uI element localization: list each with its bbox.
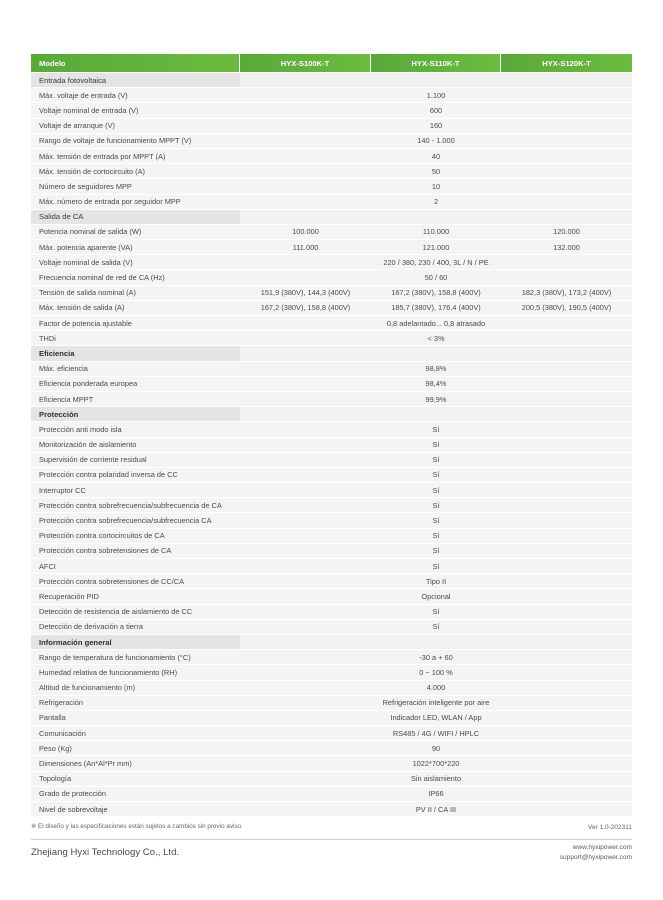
spec-label: Protección contra sobrefrecuencia/subfrecuencia CA [31,512,240,527]
spec-value-shared: 50 [240,163,632,178]
spec-label: Máx. tensión de cortocircuito (A) [31,163,240,178]
spec-label: Voltaje nominal de salida (V) [31,254,240,269]
table-row [31,361,632,376]
header-model-3: HYX-S120K-T [501,54,632,72]
table-row [31,771,632,786]
section-spacer [240,72,632,87]
spec-value-shared: Sí [240,421,632,436]
spec-value-shared: Refrigeración inteligente por aire [240,695,632,710]
spec-value-shared: 2 [240,194,632,209]
spec-label: Protección contra polaridad inversa de CC [31,467,240,482]
table-row [31,437,632,452]
spec-value-shared: Sí [240,619,632,634]
spec-value-shared: Tipo II [240,573,632,588]
spec-label: Protección contra sobretensiones de CA [31,543,240,558]
spec-value-shared: RS485 / 4G / WIFI / HPLC [240,725,632,740]
spec-value-shared: 0,8 adelantado... 0,8 atrasado [240,315,632,330]
table-row [31,801,632,816]
header-model-1: HYX-S100K-T [240,54,371,72]
section-spacer [240,406,632,421]
spec-label: Detección de resistencia de aislamiento de CC [31,604,240,619]
spec-table [31,54,632,816]
section-spacer [240,209,632,224]
spec-value-shared: 4.000 [240,680,632,695]
spec-value-shared: 140 - 1.000 [240,133,632,148]
section-title: Salida de CA [31,209,240,224]
spec-label: Protección contra cortocircuitos de CA [31,528,240,543]
table-row [31,254,632,269]
section-header-row [31,634,632,649]
table-row [31,695,632,710]
spec-label: Supervisión de corriente residual [31,452,240,467]
spec-value-shared: Sin aislamiento [240,771,632,786]
table-row [31,421,632,436]
spec-value-model-3: 120.000 [501,224,632,239]
spec-value-shared: Sí [240,543,632,558]
table-row [31,315,632,330]
table-row [31,178,632,193]
section-header-row [31,209,632,224]
spec-label: THDi [31,330,240,345]
header-model-2: HYX-S110K-T [371,54,501,72]
spec-label: Pantalla [31,710,240,725]
spec-label: Protección contra sobrefrecuencia/subfrecuencia de CA [31,497,240,512]
support-email-link[interactable]: support@hyxipower.com [559,854,632,861]
section-spacer [240,345,632,360]
spec-label: Eficiencia ponderada europea [31,376,240,391]
table-header-row [31,54,632,72]
spec-value-shared: Sí [240,452,632,467]
table-row [31,87,632,102]
spec-value-shared: -30 a + 60 [240,649,632,664]
spec-value-shared: 1022*700*220 [240,755,632,770]
table-row [31,604,632,619]
spec-value-shared: PV II / CA III [240,801,632,816]
spec-label: Número de seguidores MPP [31,178,240,193]
spec-label: Topología [31,771,240,786]
table-row [31,740,632,755]
spec-value-model-1: 167,2 (380V), 158,8 (400V) [240,300,371,315]
section-header-row [31,72,632,87]
version-label: Ver 1.0-202311 [588,824,632,831]
table-row [31,680,632,695]
table-row [31,649,632,664]
spec-label: Interruptor CC [31,482,240,497]
spec-value-model-3: 132.000 [501,239,632,254]
spec-label: Grado de protección [31,786,240,801]
spec-value-shared: Opcional [240,588,632,603]
table-row [31,543,632,558]
spec-value-shared: 98,8% [240,361,632,376]
spec-value-model-2: 121.000 [371,239,501,254]
table-row [31,482,632,497]
table-row [31,710,632,725]
spec-label: Rango de temperatura de funcionamiento (°C) [31,649,240,664]
spec-label: Dimensiones (An*Al*Pr mm) [31,755,240,770]
spec-label: Protección anti modo isla [31,421,240,436]
spec-sheet [31,54,632,816]
table-row [31,148,632,163]
contact-block [560,843,632,863]
table-row [31,269,632,284]
spec-label: Recuperación PID [31,588,240,603]
section-header-row [31,345,632,360]
spec-label: Detección de derivación a tierra [31,619,240,634]
spec-label: Máx. potencia aparente (VA) [31,239,240,254]
spec-label: Comunicación [31,725,240,740]
spec-label: Peso (Kg) [31,740,240,755]
spec-label: Potencia nominal de salida (W) [31,224,240,239]
table-row [31,285,632,300]
table-row [31,573,632,588]
spec-value-model-1: 111.000 [240,239,371,254]
spec-value-model-1: 151,9 (380V), 144,3 (400V) [240,285,371,300]
table-row [31,163,632,178]
footer-divider [31,839,632,840]
table-row [31,300,632,315]
table-row [31,133,632,148]
spec-label: Nivel de sobrevoltaje [31,801,240,816]
spec-value-model-2: 167,2 (380V), 158,8 (400V) [371,285,501,300]
spec-value-shared: Sí [240,497,632,512]
spec-value-shared: Sí [240,437,632,452]
spec-value-shared: 220 / 380, 230 / 400, 3L / N / PE [240,254,632,269]
spec-label: Máx. voltaje de entrada (V) [31,87,240,102]
spec-label: Voltaje de arranque (V) [31,118,240,133]
section-title: Entrada fotovoltaica [31,72,240,87]
spec-value-shared: Sí [240,604,632,619]
spec-value-model-3: 200,5 (380V), 190,5 (400V) [501,300,632,315]
table-row [31,102,632,117]
spec-value-model-3: 182,3 (380V), 173,2 (400V) [501,285,632,300]
spec-label: Máx. eficiencia [31,361,240,376]
table-row [31,467,632,482]
table-row [31,725,632,740]
spec-table-body [31,72,632,816]
spec-value-model-2: 185,7 (380V), 176,4 (400V) [371,300,501,315]
spec-label: Humedad relativa de funcionamiento (RH) [31,664,240,679]
table-row [31,619,632,634]
spec-label: Máx. número de entrada por seguidor MPP [31,194,240,209]
spec-label: Máx. tensión de salida (A) [31,300,240,315]
spec-value-shared: 50 / 60 [240,269,632,284]
table-row [31,512,632,527]
table-row [31,118,632,133]
table-row [31,391,632,406]
spec-value-shared: Sí [240,558,632,573]
table-row [31,376,632,391]
table-row [31,588,632,603]
spec-value-shared: 99,9% [240,391,632,406]
table-row [31,239,632,254]
table-row [31,497,632,512]
spec-value-shared: < 3% [240,330,632,345]
spec-value-shared: 10 [240,178,632,193]
section-title: Protección [31,406,240,421]
spec-value-shared: 98,4% [240,376,632,391]
spec-value-shared: 1.100 [240,87,632,102]
spec-value-shared: IP66 [240,786,632,801]
section-header-row [31,406,632,421]
spec-value-shared: Sí [240,482,632,497]
section-spacer [240,634,632,649]
spec-value-shared: 160 [240,118,632,133]
spec-value-shared: Sí [240,467,632,482]
spec-label: Máx. tensión de entrada por MPPT (A) [31,148,240,163]
spec-label: AFCI [31,558,240,573]
spec-value-shared: 600 [240,102,632,117]
spec-value-shared: 90 [240,740,632,755]
website-link[interactable]: www.hyxipower.com [572,844,632,851]
table-row [31,558,632,573]
spec-value-shared: Indicador LED, WLAN / App [240,710,632,725]
table-row [31,194,632,209]
section-title: Eficiencia [31,345,240,360]
table-row [31,755,632,770]
spec-label: Voltaje nominal de entrada (V) [31,102,240,117]
table-row [31,528,632,543]
spec-value-shared: Sí [240,512,632,527]
spec-label: Tensión de salida nominal (A) [31,285,240,300]
spec-value-model-1: 100.000 [240,224,371,239]
header-model-label: Modelo [31,54,240,72]
section-title: Información general [31,634,240,649]
spec-label: Refrigeración [31,695,240,710]
spec-label: Altitud de funcionamiento (m) [31,680,240,695]
spec-value-shared: Sí [240,528,632,543]
disclaimer-note: ※ El diseño y las especificaciones están sujetos a cambios sin previo aviso. [31,823,243,830]
spec-value-model-2: 110.000 [371,224,501,239]
company-name: Zhejiang Hyxi Technology Co., Ltd. [31,847,180,858]
table-row [31,452,632,467]
spec-label: Protección contra sobretensiones de CC/CA [31,573,240,588]
spec-label: Monitorización de aislamiento [31,437,240,452]
spec-value-shared: 40 [240,148,632,163]
table-row [31,330,632,345]
table-row [31,664,632,679]
table-row [31,786,632,801]
spec-label: Factor de potencia ajustable [31,315,240,330]
spec-label: Eficiencia MPPT [31,391,240,406]
spec-label: Rango de voltaje de funcionamiento MPPT (V) [31,133,240,148]
table-row [31,224,632,239]
spec-label: Frecuencia nominal de red de CA (Hz) [31,269,240,284]
spec-value-shared: 0 ~ 100 % [240,664,632,679]
